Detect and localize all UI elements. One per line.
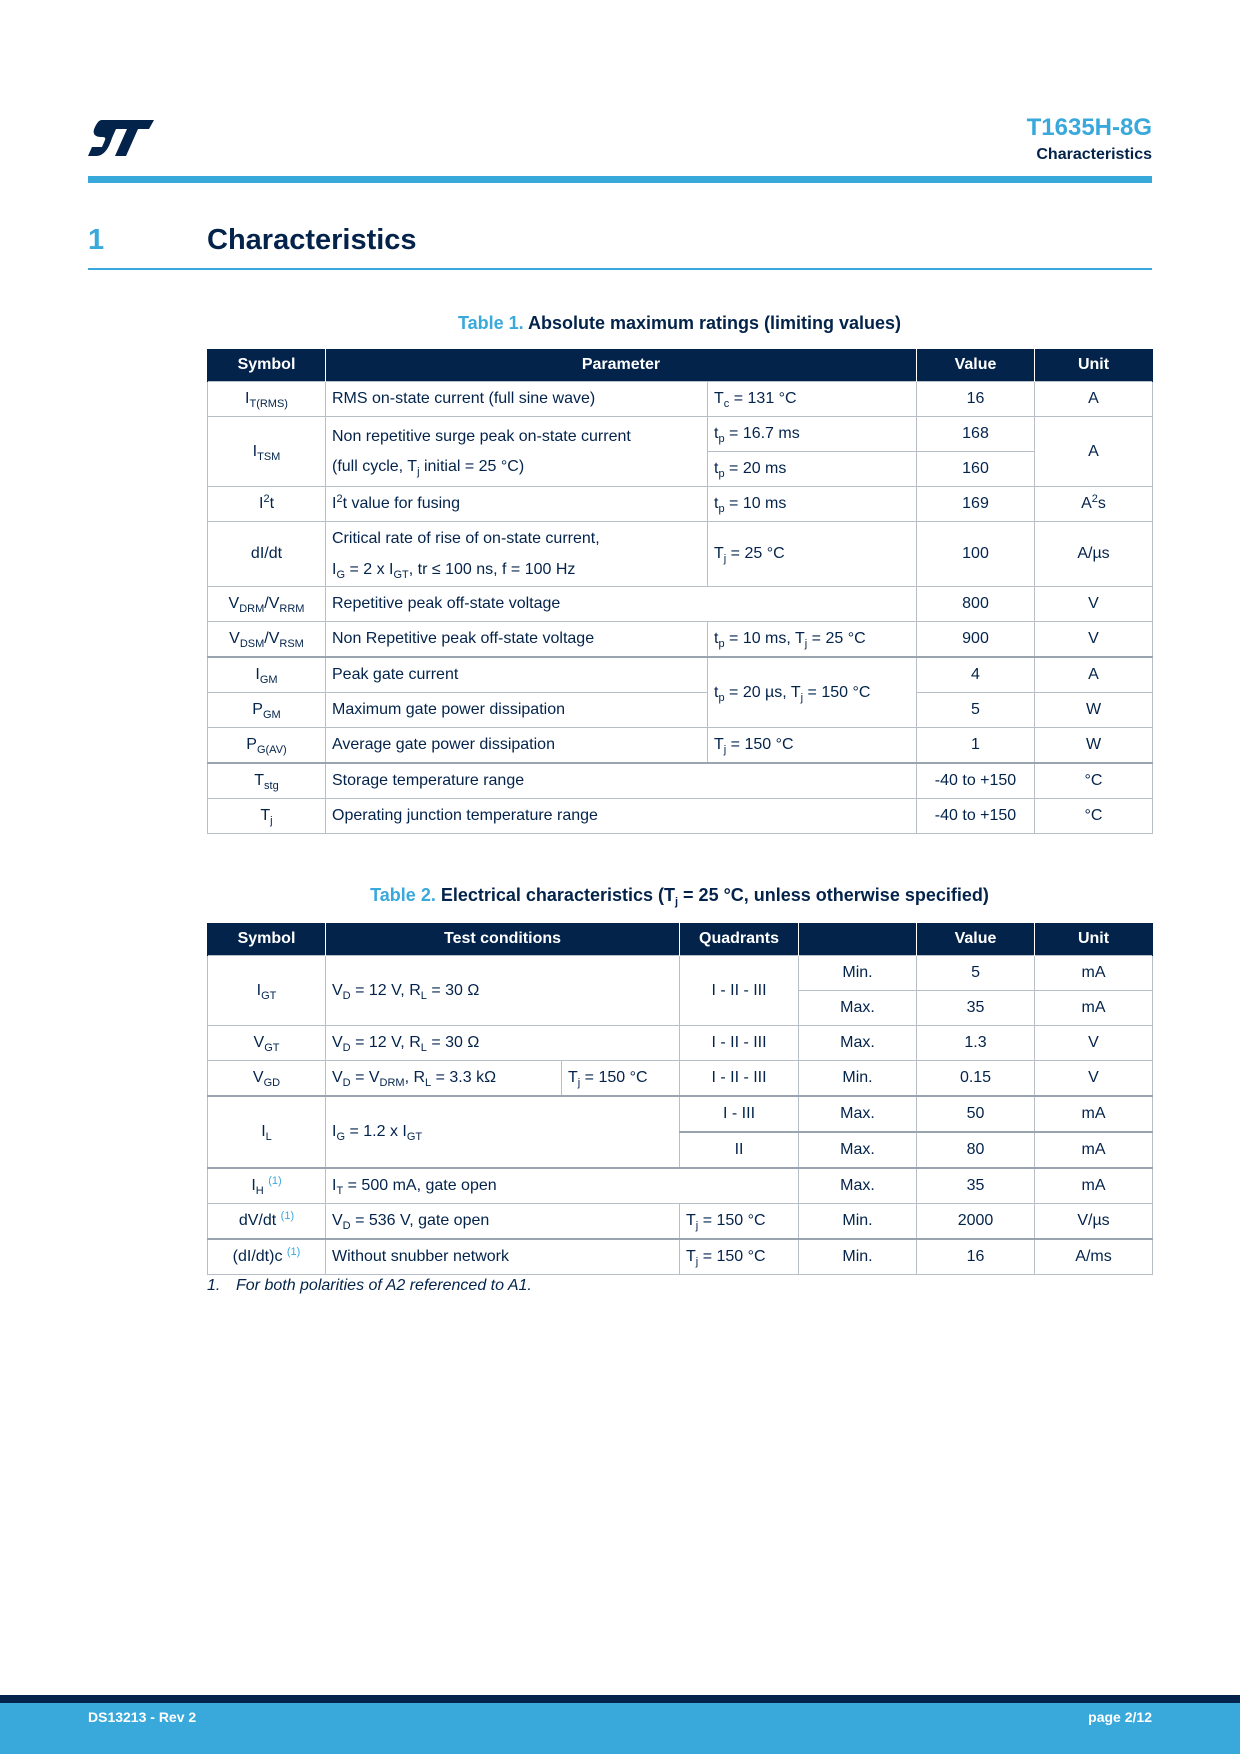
unit-cell: V [1035, 1026, 1153, 1061]
symbol-cell: $V_{DSM}/V_{RSM}$ [208, 622, 326, 658]
col-header-unit: Unit [1035, 349, 1153, 382]
table-row [208, 956, 1153, 991]
footnote-ref: (1) [286, 1246, 301, 1258]
condition-cell: $t_p = 10$ ms, $T_j = 25$ °C [708, 622, 917, 658]
value-cell: 168 [917, 417, 1035, 452]
condition-cell: $t_p = 20$ ms [708, 452, 917, 487]
symbol-cell: $V_{DRM}/V_{RRM}$ [208, 587, 326, 622]
value-cell: -40 to +150 [917, 763, 1035, 799]
value-cell: 900 [917, 622, 1035, 658]
parameter-cell: Peak gate current [326, 657, 708, 693]
value-cell: 80 [917, 1132, 1035, 1168]
unit-cell: V [1035, 622, 1153, 658]
unit-cell: °C [1035, 763, 1153, 799]
table-row [208, 1061, 1153, 1097]
symbol-cell: (dI/dt)c $^{(1)}$ [208, 1239, 326, 1275]
condition-cell: $t_p = 10$ ms [708, 487, 917, 522]
condition-cell: $I_G = 1.2$ x $I_{GT}$ [326, 1096, 680, 1168]
table1-label: Table 1. [457, 313, 524, 333]
value-cell: 169 [917, 487, 1035, 522]
value-cell: 160 [917, 452, 1035, 487]
symbol-cell: $I_H$ $^{(1)}$ [208, 1168, 326, 1204]
footnote-text: For both polarities of A2 referenced to A1. [236, 1277, 532, 1294]
table-header-row [208, 923, 1153, 956]
value-cell: 5 [917, 693, 1035, 728]
unit-cell: A/µs [1035, 522, 1153, 587]
table2-title-post: = 25 °C, unless otherwise specified) [678, 885, 989, 905]
value-cell: 1.3 [917, 1026, 1035, 1061]
table-footnote [207, 1277, 532, 1295]
parameter-cell: Storage temperature range [326, 763, 917, 799]
table-row [208, 587, 1153, 622]
col-header-blank [799, 923, 917, 956]
minmax-cell: Min. [799, 1239, 917, 1275]
unit-cell: mA [1035, 956, 1153, 991]
symbol-cell: $I_{GT}$ [208, 956, 326, 1026]
table-row [208, 1096, 1153, 1132]
unit-cell: W [1035, 693, 1153, 728]
condition-cell: Without snubber network [326, 1239, 680, 1275]
parameter-cell: Average gate power dissipation [326, 728, 708, 764]
footnote-number: 1. [207, 1277, 221, 1294]
minmax-cell: Min. [799, 1204, 917, 1240]
value-cell: 2000 [917, 1204, 1035, 1240]
minmax-cell: Max. [799, 1026, 917, 1061]
unit-cell: V/µs [1035, 1204, 1153, 1240]
parameter-cell: $I^2t$ value for fusing [326, 487, 708, 522]
table-row [208, 1204, 1153, 1240]
table-row [208, 763, 1153, 799]
table2-label: Table 2. [370, 885, 436, 905]
value-cell: 800 [917, 587, 1035, 622]
table-row [208, 1168, 1153, 1204]
table-row [208, 693, 1153, 728]
unit-cell: V [1035, 587, 1153, 622]
table-row [208, 1239, 1153, 1275]
value-cell: 50 [917, 1096, 1035, 1132]
symbol-cell: $I_L$ [208, 1096, 326, 1168]
condition-cell: $T_j = 150$ °C [708, 728, 917, 764]
condition-cell: $V_D = 12$ V, $R_L = 30$ Ω [326, 1026, 680, 1061]
col-header-value: Value [917, 923, 1035, 956]
footnote-ref: (1) [280, 1210, 295, 1222]
symbol-cell: $I^2t$ [208, 487, 326, 522]
col-header-symbol: Symbol [208, 349, 326, 382]
footnote-ref: (1) [268, 1175, 282, 1187]
value-cell: -40 to +150 [917, 799, 1035, 834]
symbol-cell: $T_j$ [208, 799, 326, 834]
unit-cell: A/ms [1035, 1239, 1153, 1275]
footer-dark-band [0, 1695, 1240, 1703]
parameter-cell: Non repetitive surge peak on-state current (full cycle, $T_j$ initial = 25 °C) [326, 417, 708, 487]
document-subtitle: Characteristics [1036, 146, 1152, 163]
unit-cell: °C [1035, 799, 1153, 834]
col-header-symbol: Symbol [208, 923, 326, 956]
st-logo [88, 118, 156, 158]
section-rule [88, 268, 1152, 270]
symbol-cell: $I_{T(RMS)}$ [208, 382, 326, 417]
condition-cell: $T_c = 131$ °C [708, 382, 917, 417]
table-row [208, 487, 1153, 522]
col-header-unit: Unit [1035, 923, 1153, 956]
value-cell: 16 [917, 1239, 1035, 1275]
value-cell: 5 [917, 956, 1035, 991]
quadrant-cell: I - III [680, 1096, 799, 1132]
unit-cell [1035, 487, 1153, 522]
value-cell: 4 [917, 657, 1035, 693]
condition-cell: $V_D = V_{DRM}$, $R_L = 3.3$ kΩ [326, 1061, 562, 1097]
unit-cell: mA [1035, 1168, 1153, 1204]
unit-cell: A [1035, 417, 1153, 487]
quadrant-cell: II [680, 1132, 799, 1168]
value-cell: 0.15 [917, 1061, 1035, 1097]
table2-title-sub: j [674, 896, 679, 908]
condition-cell: $T_j = 25$ °C [708, 522, 917, 587]
parameter-cell: RMS on-state current (full sine wave) [326, 382, 708, 417]
minmax-cell: Max. [799, 991, 917, 1026]
condition-cell: $I_T = 500$ mA, gate open [326, 1168, 799, 1204]
condition-cell: $t_p = 20$ µs, $T_j = 150$ °C [708, 657, 917, 728]
symbol-cell: $I_{TSM}$ [208, 417, 326, 487]
table-row [208, 657, 1153, 693]
table-electrical-characteristics [207, 923, 1153, 1275]
condition-cell: $T_j = 150$ °C [562, 1061, 680, 1097]
parameter-cell: Non Repetitive peak off-state voltage [326, 622, 708, 658]
table-row [208, 728, 1153, 764]
minmax-cell: Max. [799, 1096, 917, 1132]
table-absolute-max-ratings [207, 349, 1153, 834]
unit-cell: W [1035, 728, 1153, 764]
unit-cell: A [1035, 382, 1153, 417]
symbol-cell: $V_{GD}$ [208, 1061, 326, 1097]
unit-cell: V [1035, 1061, 1153, 1097]
table1-title: Absolute maximum ratings (limiting values) [527, 313, 902, 333]
condition-cell: $t_p = 16.7$ ms [708, 417, 917, 452]
col-header-value: Value [917, 349, 1035, 382]
table2-caption [207, 885, 1152, 906]
table-row [208, 1026, 1153, 1061]
condition-cell: $V_D = 12$ V, $R_L = 30$ Ω [326, 956, 680, 1026]
table-row [208, 622, 1153, 658]
table1-caption [207, 313, 1152, 334]
section-title: Characteristics [207, 224, 417, 256]
parameter-cell: Maximum gate power dissipation [326, 693, 708, 728]
minmax-cell: Max. [799, 1168, 917, 1204]
table-row [208, 417, 1153, 452]
symbol-cell: dV/dt $^{(1)}$ [208, 1204, 326, 1240]
value-cell: 35 [917, 1168, 1035, 1204]
symbol-cell: $P_{GM}$ [208, 693, 326, 728]
header-rule [88, 176, 1152, 183]
condition-cell: $T_j = 150$ °C [680, 1239, 799, 1275]
value-cell: 35 [917, 991, 1035, 1026]
minmax-cell: Min. [799, 956, 917, 991]
unit-cell: mA [1035, 1096, 1153, 1132]
table2-title-pre: Electrical characteristics (T [440, 885, 675, 905]
unit-base: A [1081, 495, 1092, 512]
condition-cell: $T_j = 150$ °C [680, 1204, 799, 1240]
table-row [208, 382, 1153, 417]
symbol-cell: $I_{GM}$ [208, 657, 326, 693]
unit-cell: mA [1035, 991, 1153, 1026]
quadrant-cell: I - II - III [680, 1026, 799, 1061]
symbol-cell: $P_{G(AV)}$ [208, 728, 326, 764]
table-row [208, 799, 1153, 834]
unit-cell: A [1035, 657, 1153, 693]
value-cell: 16 [917, 382, 1035, 417]
section-number: 1 [88, 224, 105, 256]
value-cell: 100 [917, 522, 1035, 587]
table-header-row [208, 349, 1153, 382]
footer-doc-id: DS13213 - Rev 2 [88, 1709, 197, 1725]
minmax-cell: Min. [799, 1061, 917, 1097]
col-header-conditions: Test conditions [326, 923, 680, 956]
parameter-cell: Repetitive peak off-state voltage [326, 587, 917, 622]
minmax-cell: Max. [799, 1132, 917, 1168]
col-header-parameter: Parameter [326, 349, 917, 382]
value-cell: 1 [917, 728, 1035, 764]
unit-exponent: 2 [1091, 493, 1098, 505]
table-row [208, 522, 1153, 587]
symbol-cell: $V_{GT}$ [208, 1026, 326, 1061]
footer-page-number: page 2/12 [1088, 1709, 1152, 1725]
symbol-cell: dI/dt [208, 522, 326, 587]
condition-cell: $V_D = 536$ V, gate open [326, 1204, 680, 1240]
parameter-cell: Critical rate of rise of on-state current, $I_G = 2$ x $I_{GT}$, tr ≤ 100 ns, f = 100 Hz [326, 522, 708, 587]
document-title: T1635H-8G [1026, 114, 1152, 141]
unit-cell: mA [1035, 1132, 1153, 1168]
quadrant-cell: I - II - III [680, 956, 799, 1026]
unit-tail: s [1097, 495, 1106, 512]
quadrant-cell: I - II - III [680, 1061, 799, 1097]
col-header-quadrants: Quadrants [680, 923, 799, 956]
symbol-cell: $T_{stg}$ [208, 763, 326, 799]
parameter-cell: Operating junction temperature range [326, 799, 917, 834]
